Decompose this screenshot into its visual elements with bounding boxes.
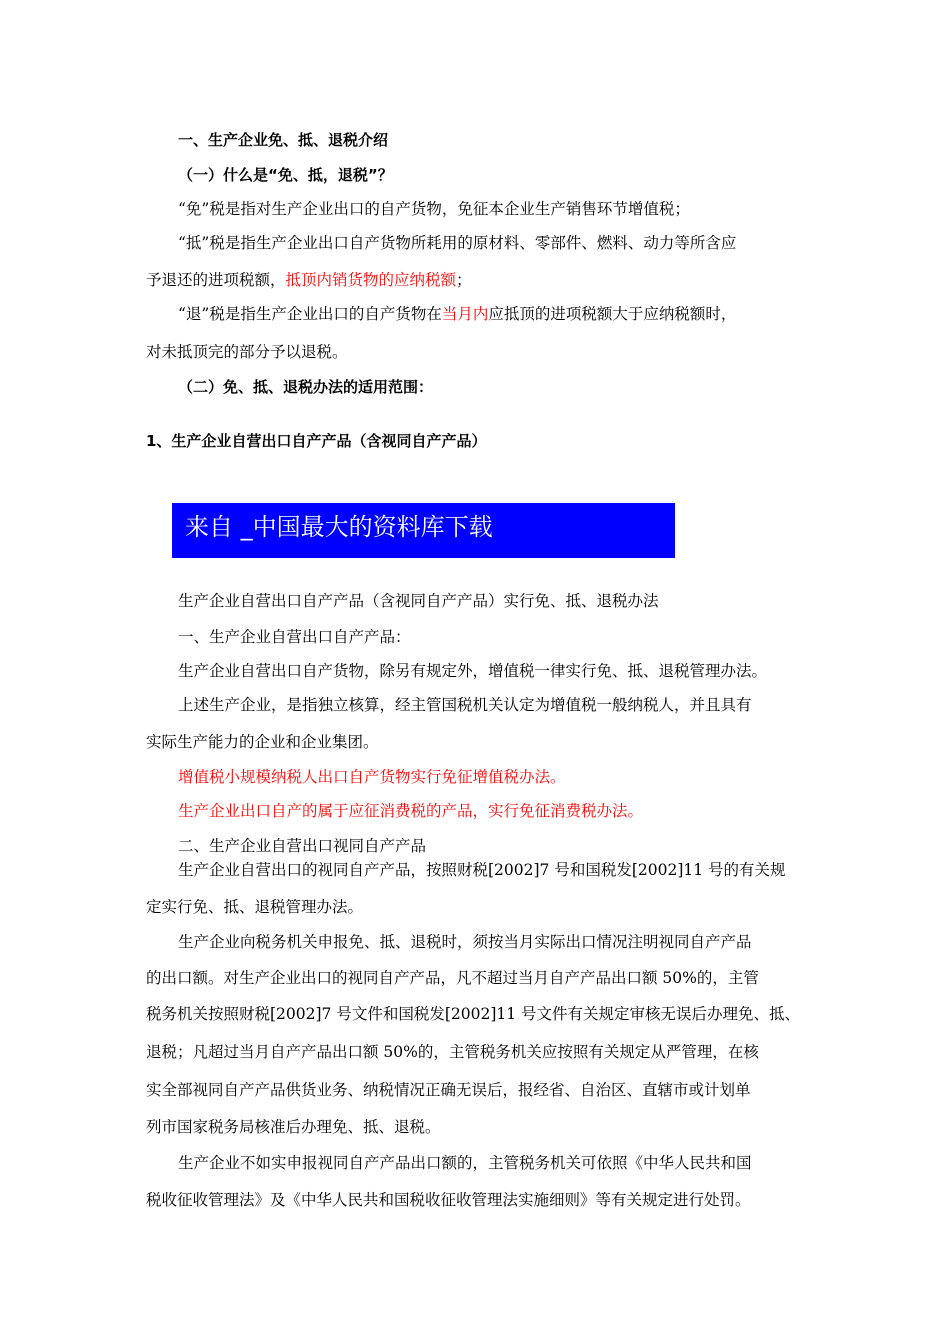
paragraph: 的出口额。对生产企业出口的视同自产产品，凡不超过当月自产产品出口额 50%的，主管 bbox=[146, 969, 759, 987]
paragraph: 实际生产能力的企业和企业集团。 bbox=[146, 733, 379, 751]
highlight-text: 当月内 bbox=[441, 305, 489, 323]
highlight-paragraph: 增值税小规模纳税人出口自产货物实行免征增值税办法。 bbox=[178, 768, 566, 786]
text: “退”税是指生产企业出口的自产货物在 bbox=[178, 305, 442, 323]
paragraph: 退税；凡超过当月自产产品出口额 50%的，主管税务机关应按照有关规定从严管理，在核 bbox=[146, 1043, 759, 1061]
paragraph-tui-line2: 对未抵顶完的部分予以退税。 bbox=[146, 343, 348, 361]
paragraph-mian: “免”税是指对生产企业出口的自产货物，免征本企业生产销售环节增值税； bbox=[178, 200, 690, 218]
subheading-what-is: （一）什么是“免、抵，退税”？ bbox=[178, 166, 393, 184]
paragraph-di-line2 bbox=[146, 270, 472, 290]
paragraph: 税务机关按照财税[2002]7 号文件和国税发[2002]11 号文件有关规定审核无误后办理免、抵、 bbox=[146, 1005, 801, 1023]
text: ； bbox=[456, 271, 472, 289]
paragraph-tui-line1 bbox=[178, 304, 736, 324]
paragraph: 税收征收管理法》及《中华人民共和国税收征收管理法实施细则》等有关规定进行处罚。 bbox=[146, 1191, 751, 1209]
section2-heading-2: 二、生产企业自营出口视同自产产品 bbox=[178, 837, 427, 855]
download-banner[interactable]: 来自 _中国最大的资料库下载 bbox=[172, 503, 675, 558]
section2-heading-1: 一、生产企业自营出口自产产品： bbox=[178, 628, 411, 646]
paragraph: 生产企业不如实申报视同自产产品出口额的，主管税务机关可依照《中华人民共和国 bbox=[178, 1154, 752, 1172]
paragraph: 生产企业向税务机关申报免、抵、退税时，须按当月实际出口情况注明视同自产产品 bbox=[178, 933, 752, 951]
paragraph: 上述生产企业，是指独立核算，经主管国税机关认定为增值税一般纳税人，并且具有 bbox=[178, 696, 752, 714]
highlight-text: 抵顶内销货物的应纳税额 bbox=[285, 271, 457, 289]
section-heading: 一、生产企业免、抵、退税介绍 bbox=[178, 131, 389, 149]
highlight-paragraph: 生产企业出口自产的属于应征消费税的产品，实行免征消费税办法。 bbox=[178, 802, 644, 820]
list-item-1: 1、生产企业自营出口自产产品（含视同自产产品） bbox=[146, 432, 487, 450]
paragraph: 列市国家税务局核准后办理免、抵、退税。 bbox=[146, 1118, 441, 1136]
paragraph-di-line1: “抵”税是指生产企业出口自产货物所耗用的原材料、零部件、燃料、动力等所含应 bbox=[178, 234, 737, 252]
text: 予退还的进项税额， bbox=[146, 271, 286, 289]
paragraph: 实全部视同自产产品供货业务、纳税情况正确无误后，报经省、自治区、直辖市或计划单 bbox=[146, 1081, 751, 1099]
paragraph: 生产企业自营出口的视同自产产品，按照财税[2002]7 号和国税发[2002]11 号的有关规 bbox=[178, 861, 786, 879]
section2-title: 生产企业自营出口自产产品（含视同自产产品）实行免、抵、退税办法 bbox=[178, 592, 659, 610]
paragraph: 生产企业自营出口自产货物，除另有规定外，增值税一律实行免、抵、退税管理办法。 bbox=[178, 662, 768, 680]
subheading-scope: （二）免、抵、退税办法的适用范围： bbox=[178, 378, 434, 396]
paragraph: 定实行免、抵、退税管理办法。 bbox=[146, 898, 364, 916]
text: 应抵顶的进项税额大于应纳税额时， bbox=[488, 305, 737, 323]
